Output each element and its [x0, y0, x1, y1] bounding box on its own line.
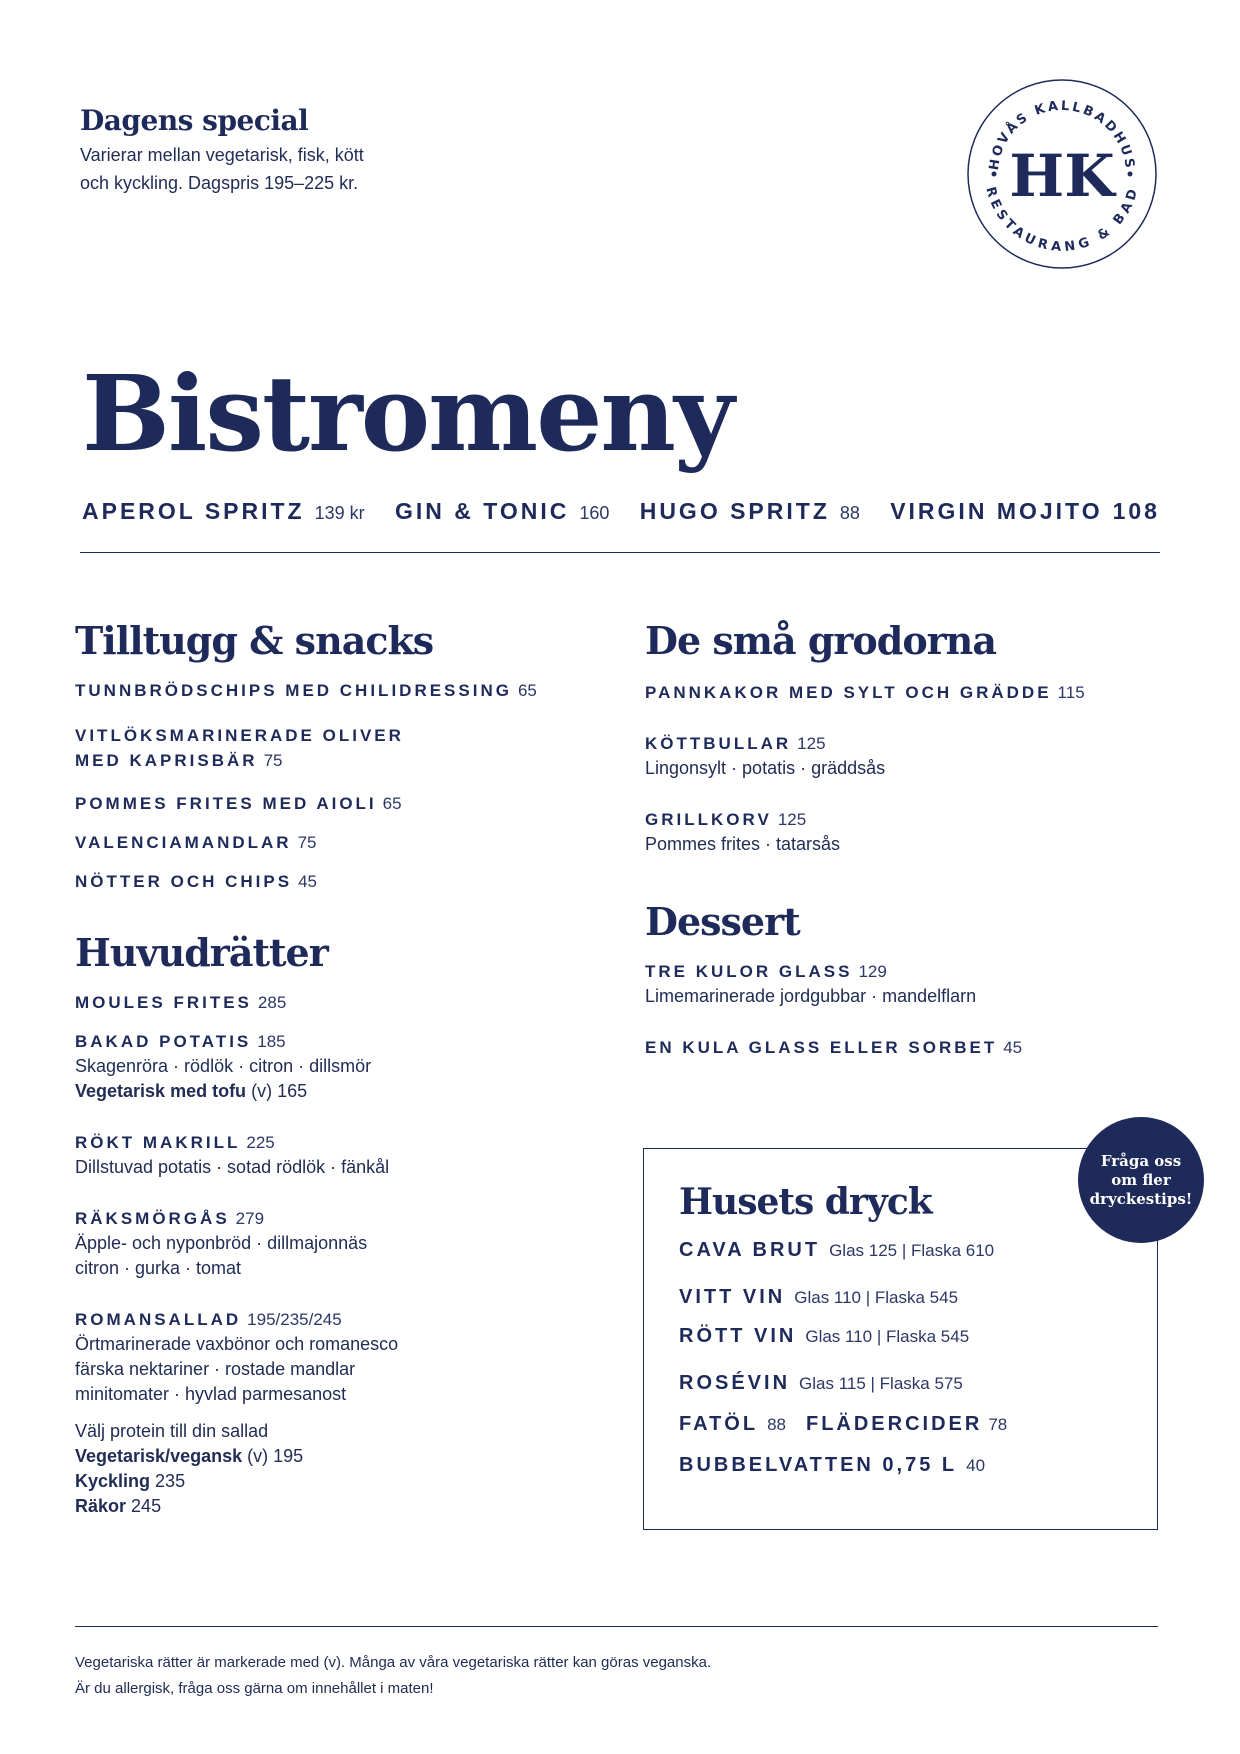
drink-row	[679, 1325, 1122, 1348]
protein-option: Vegetarisk/vegansk	[75, 1445, 243, 1466]
protein-price: 245	[131, 1495, 162, 1516]
house-drinks-box	[643, 1148, 1158, 1530]
item-description: färska nektariner · rostade mandlar	[75, 1358, 356, 1379]
item-price: 115	[1057, 682, 1085, 702]
logo-monogram: HK	[1009, 142, 1115, 210]
drink-price: 108	[1112, 498, 1160, 524]
item-name: POMMES FRITES MED AIOLI	[75, 793, 377, 813]
featured-drink	[640, 498, 860, 525]
divider	[80, 552, 1160, 553]
item-name: VALENCIAMANDLAR	[75, 832, 292, 852]
drink-price: Glas 115 | Flaska 575	[799, 1373, 963, 1393]
item-description: citron · gurka · tomat	[75, 1257, 242, 1278]
menu-item	[75, 678, 595, 703]
drink-tips-badge	[1078, 1117, 1204, 1243]
item-name: TRE KULOR GLASS	[645, 961, 853, 981]
drink-price: 40	[966, 1455, 986, 1475]
menu-item	[75, 990, 595, 1015]
dessert-list	[645, 959, 1165, 1060]
item-name: RÖKT MAKRILL	[75, 1132, 241, 1152]
item-price: 129	[858, 961, 887, 981]
drink-price: 160	[579, 503, 610, 523]
logo-bottom-text: RESTAURANG & BAD	[982, 185, 1142, 256]
drink-price: Glas 110 | Flaska 545	[805, 1326, 970, 1346]
drink-row	[679, 1286, 1122, 1309]
item-name: VITLÖKSMARINERADE OLIVER	[75, 725, 404, 745]
footer-line: Vegetariska rätter är markerade med (v). Många av våra vegetariska rätter kan göras veganska.	[75, 1654, 712, 1671]
section-title-mains: Huvudrätter	[75, 929, 328, 975]
section-title-house-drinks: Husets dryck	[679, 1181, 932, 1223]
item-price: 185	[257, 1031, 286, 1051]
item-name: TUNNBRÖDSCHIPS MED CHILIDRESSING	[75, 680, 512, 700]
daily-special	[80, 104, 500, 197]
item-name: BAKAD POTATIS	[75, 1031, 252, 1051]
logo-top-text: HOVÅS KALLBADHUS	[986, 98, 1138, 172]
menu-item	[645, 680, 1165, 705]
drink-price: 78	[988, 1414, 1008, 1434]
item-price: 195/235/245	[247, 1309, 342, 1329]
item-price: 285	[257, 992, 287, 1012]
drink-name: FATÖL	[679, 1412, 759, 1435]
snacks-list	[75, 678, 595, 894]
drink-name: ROSÉVIN	[679, 1371, 791, 1394]
protein-intro: Välj protein till din sallad	[75, 1420, 269, 1441]
drink-name: RÖTT VIN	[679, 1324, 797, 1347]
drink-name: VIRGIN MOJITO	[890, 498, 1103, 524]
item-price: 279	[235, 1208, 265, 1228]
item-price: 65	[382, 793, 402, 813]
right-column	[645, 620, 1165, 1060]
daily-special-title: Dagens special	[80, 104, 309, 137]
item-price: 45	[1003, 1037, 1023, 1057]
mains-list	[75, 990, 595, 1519]
protein-options	[75, 1419, 595, 1519]
badge-text: dryckestips!	[1089, 1189, 1193, 1208]
menu-item	[645, 959, 1165, 1009]
menu-item	[645, 731, 1165, 781]
drink-price: 88	[839, 503, 860, 523]
kids-list	[645, 680, 1165, 857]
drink-name: VITT VIN	[679, 1285, 786, 1308]
daily-special-text-2: och kyckling. Dagspris 195–225 kr.	[80, 173, 359, 193]
item-option-price: (v) 165	[251, 1080, 308, 1101]
featured-drinks	[82, 498, 1160, 525]
item-description: Limemarinerade jordgubbar · mandelflarn	[645, 985, 977, 1006]
featured-drink	[890, 498, 1160, 525]
drink-name: GIN & TONIC	[394, 498, 570, 524]
item-price: 65	[517, 680, 537, 700]
drink-row	[679, 1454, 1122, 1477]
section-title-dessert: Dessert	[645, 898, 800, 944]
item-name: MED KAPRISBÄR	[75, 750, 258, 770]
item-price: 125	[777, 809, 807, 829]
item-name: GRILLKORV	[645, 809, 772, 829]
badge-text: Fråga oss	[1100, 1151, 1182, 1170]
featured-drink	[82, 498, 365, 525]
section-title-kids: De små grodorna	[645, 618, 996, 663]
item-name: KÖTTBULLAR	[645, 733, 792, 753]
drink-name: FLÄDERCIDER	[805, 1412, 983, 1435]
restaurant-logo	[966, 78, 1158, 270]
menu-item	[75, 1130, 595, 1180]
drink-price: Glas 125 | Flaska 610	[829, 1240, 995, 1260]
section-title-snacks: Tilltugg & snacks	[75, 618, 434, 663]
item-price: 75	[263, 750, 283, 770]
item-option: Vegetarisk med tofu	[75, 1080, 247, 1101]
badge-text: om fler	[1111, 1170, 1171, 1189]
protein-price: (v) 195	[247, 1445, 304, 1466]
left-column	[75, 620, 595, 1519]
drink-name: HUGO SPRITZ	[639, 498, 830, 524]
footer-divider	[75, 1626, 1158, 1627]
featured-drink	[395, 498, 609, 525]
menu-item	[75, 869, 595, 894]
item-price: 225	[246, 1132, 275, 1152]
footer-line: Är du allergisk, fråga oss gärna om innehållet i maten!	[75, 1680, 434, 1697]
item-price: 125	[797, 733, 826, 753]
item-name: RÄKSMÖRGÅS	[75, 1208, 230, 1228]
menu-item	[75, 723, 595, 773]
drink-price: 88	[767, 1414, 786, 1434]
drink-price: Glas 110 | Flaska 545	[794, 1287, 959, 1307]
drink-row	[679, 1372, 1122, 1395]
menu-item	[645, 1035, 1165, 1060]
drink-row	[679, 1239, 1122, 1262]
drink-name: APEROL SPRITZ	[82, 498, 305, 524]
item-description: Örtmarinerade vaxbönor och romanesco	[75, 1333, 399, 1354]
page-title: Bistromeny	[82, 352, 733, 475]
item-description: Lingonsylt · potatis · gräddsås	[645, 757, 886, 778]
drink-price: 139 kr	[314, 503, 365, 523]
menu-item	[75, 791, 595, 816]
item-name: EN KULA GLASS ELLER SORBET	[645, 1037, 998, 1057]
item-price: 75	[297, 832, 317, 852]
item-description: Äpple- och nyponbröd · dillmajonnäs	[75, 1232, 368, 1253]
item-description: minitomater · hyvlad parmesanost	[75, 1383, 347, 1404]
protein-price: 235	[155, 1470, 186, 1491]
drink-name: BUBBELVATTEN 0,75 L	[679, 1453, 958, 1476]
drink-row	[679, 1413, 1122, 1436]
item-description: Dillstuvad potatis · sotad rödlök · fänkål	[75, 1156, 390, 1177]
item-name: ROMANSALLAD	[75, 1309, 242, 1329]
logo-seal-icon	[966, 78, 1158, 270]
item-name: PANNKAKOR MED SYLT OCH GRÄDDE	[645, 682, 1052, 702]
menu-item	[645, 807, 1165, 857]
item-price: 45	[298, 871, 317, 891]
item-name: NÖTTER OCH CHIPS	[75, 871, 293, 891]
menu-item	[75, 830, 595, 855]
protein-option: Kyckling	[75, 1470, 151, 1491]
footer-note	[75, 1650, 711, 1702]
menu-item	[75, 1029, 595, 1104]
menu-item	[75, 1206, 595, 1281]
menu-item	[75, 1307, 595, 1407]
item-name: MOULES FRITES	[75, 992, 252, 1012]
item-description: Skagenröra · rödlök · citron · dillsmör	[75, 1055, 372, 1076]
protein-option: Räkor	[75, 1495, 127, 1516]
drink-name: CAVA BRUT	[679, 1238, 821, 1261]
daily-special-text-1: Varierar mellan vegetarisk, fisk, kött	[80, 145, 364, 165]
item-description: Pommes frites · tatarsås	[645, 833, 841, 854]
